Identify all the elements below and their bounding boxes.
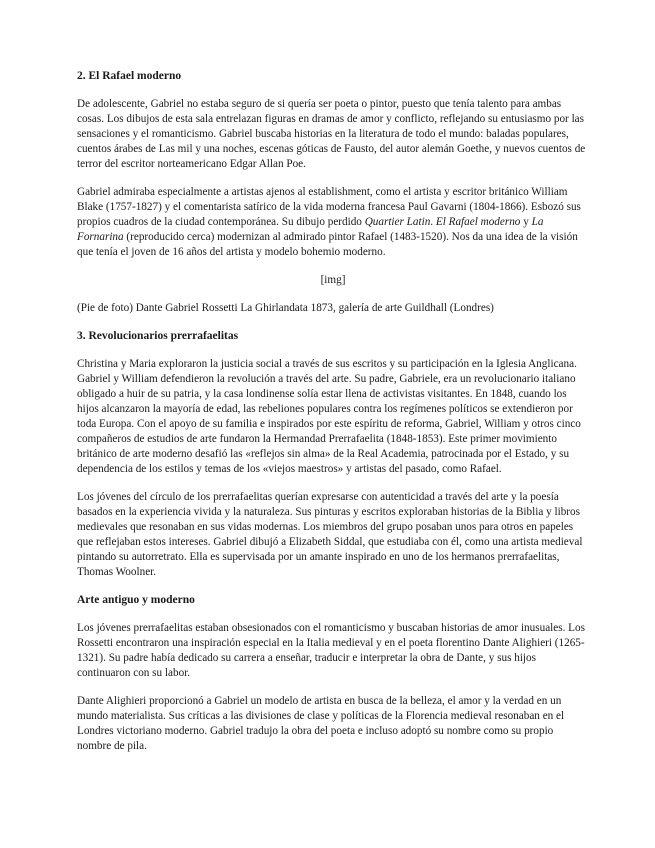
document-page [77,69,589,767]
italic-title: La Fornarina [77,216,544,243]
text-run: (reproducido cerca) modernizan al admirado pintor Rafael (1483-1520). Nos da una idea de la visión que tenía el joven de 16 años del artista y modelo bohemio moderno. [77,231,578,258]
text-run: Gabriel admiraba especialmente a artistas ajenos al establishment, como el artista y escritor británico William Blake (1757-1827) y el comentarista satírico de la vida moderna francesa Paul Gavarni (1804-1866). Esbozó sus propios cuadros de la ciudad contemporánea. Su dibujo perdido [77,186,581,228]
section-heading-revolucionarios: 3. Revolucionarios prerrafaelitas [77,330,239,342]
section-heading-arte-antiguo: Arte antiguo y moderno [77,594,195,606]
paragraph: Los jóvenes del círculo de los prerrafaelitas querían expresarse con autenticidad a través del arte y la poesía basados en la experiencia vivida y la naturaleza. Sus pinturas y escritos exploraban historias de la Biblia y libros medievales que resonaban en sus vidas modernas. Los miembros del grupo posaban unos para otros en papeles que reflejaban estos intereses. Gabriel dibujó a Elizabeth Siddal, que estudiaba con él, como una artista medieval pintando su autorretrato. Ella es supervisada por un amante inspirado en uno de los hermanos prerrafaelitas, Thomas Woolner. [77,491,583,578]
paragraph: Los jóvenes prerrafaelitas estaban obsesionados con el romanticismo y buscaban historias de amor inusuales. Los Rossetti encontraron una inspiración especial en la Italia medieval y en el poeta florentino Dante Alighieri (1265-1321). Su padre había dedicado su carrera a enseñar, traducir e interpretar la obra de Dante, y sus hijos continuaron con su labor. [77,622,585,679]
paragraph: Dante Alighieri proporcionó a Gabriel un modelo de artista en busca de la belleza, el amor y la verdad en un mundo materialista. Sus críticas a las divisiones de clase y políticas de la Florencia medieval resonaban en el Londres victoriano moderno. Gabriel tradujo la obra del poeta e incluso adoptó su nombre como su propio nombre de pila. [77,695,565,752]
text-run: y [520,216,532,228]
paragraph: De adolescente, Gabriel no estaba seguro de si quería ser poeta o pintor, puesto que tenía talento para ambas cosas. Los dibujos de esta sala entrelazan figuras en dramas de amor y conflicto, reflejando su entusiasmo por las sensaciones y el romanticismo. Gabriel buscaba historias en la literatura de todo el mundo: baladas populares, cuentos árabes de Las mil y una noches, escenas góticas de Fausto, del autor alemán Goethe, y nuevos cuentos de terror del escritor norteamericano Edgar Allan Poe. [77,98,586,170]
paragraph: Christina y Maria exploraron la justicia social a través de sus escritos y su participación en la Iglesia Anglicana. Gabriel y William defendieron la revolución a través del arte. Su padre, Gabriele, era un revolucionario italiano obligado a huir de su patria, y la casa londinense solía estar llena de activistas visitantes. En 1848, cuando los hijos alcanzaron la mayoría de edad, las rebeliones populares contra los regímenes políticos se extendieron por toda Europa. Con el apoyo de su familia e inspirados por este espíritu de reforma, Gabriel, William y otros cinco compañeros de estudios de arte fundaron la Hermandad Prerrafaelita (1848-1853). Este primer movimiento británico de arte moderno desafió las «reflejos sin alma» de la Real Academia, patrocinada por el Estado, y su dependencia de los estilos y temas de los «viejos maestros» y artistas del pasado, como Rafael. [77,358,581,475]
italic-title: El Rafael moderno [435,216,521,228]
paragraph [77,185,589,260]
image-placeholder: [img] [320,274,346,286]
italic-title: Quartier Latin [364,216,431,228]
section-heading-rafael-moderno: 2. El Rafael moderno [77,70,182,82]
image-caption: (Pie de foto) Dante Gabriel Rossetti La Ghirlandata 1873, galería de arte Guildhall (Londres) [77,302,494,314]
text-run: . [430,216,436,228]
